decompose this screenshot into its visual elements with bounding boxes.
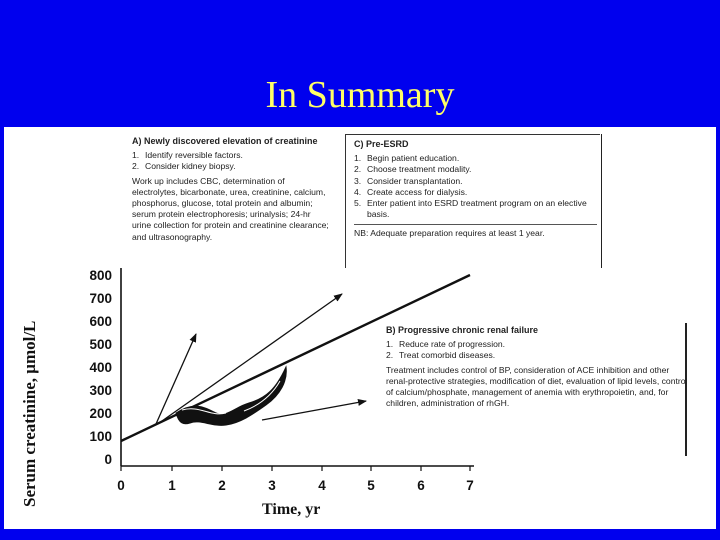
figure-panel <box>4 127 716 529</box>
item-text: Choose treatment modality. <box>367 164 472 175</box>
x-tick-label: 1 <box>168 478 176 493</box>
list-item <box>386 350 692 361</box>
item-text: Enter patient into ESRD treatment program on an elective basis. <box>367 198 587 220</box>
y-tick-label: 0 <box>104 452 112 467</box>
list-item <box>354 187 597 198</box>
panel-b-body: Treatment includes control of BP, consideration of ACE inhibition and other renal-protective strategies, modification of diet, evaluation of lipid levels, control of calcium/phosphate, management of anemia with erythropoietin, and, for children, administration of rhGH. <box>386 364 688 409</box>
panel-b-progressive-crf <box>378 325 692 411</box>
panel-a-heading: A) Newly discovered elevation of creatinine <box>132 136 318 146</box>
list-item <box>386 339 692 350</box>
x-axis-label: Time, yr <box>262 501 321 518</box>
item-text: Begin patient education. <box>367 153 460 164</box>
y-tick-label: 800 <box>89 268 112 283</box>
item-text: Consider transplantation. <box>367 175 463 186</box>
x-tick-label: 0 <box>117 478 125 493</box>
list-item <box>354 198 597 220</box>
item-text: Reduce rate of progression. <box>399 339 506 350</box>
panel-c-list <box>354 153 597 220</box>
y-tick-label: 700 <box>89 291 112 306</box>
item-text: Consider kidney biopsy. <box>145 161 236 172</box>
item-number: 4. <box>354 186 362 197</box>
panel-c-note: NB: Adequate preparation requires at least 1 year. <box>354 224 597 239</box>
y-axis-label: Serum creatinine, μmol/L <box>20 320 39 507</box>
y-tick-label: 600 <box>89 314 112 329</box>
panel-b-heading: B) Progressive chronic renal failure <box>386 325 539 335</box>
x-tick-label: 3 <box>268 478 276 493</box>
x-tick-label: 5 <box>367 478 375 493</box>
panel-c-pre-esrd <box>345 134 600 268</box>
panel-a-body: Work up includes CBC, determination of electrolytes, bicarbonate, urea, creatinine, calcium, phosphorus, glucose, total protein and albumin; serum protein electrophoresis; urinalysis; 24-hr urine collection for protein and creatinine clearance; and ultrasonography. <box>132 175 329 242</box>
item-number: 5. <box>354 198 362 209</box>
list-item <box>132 150 332 161</box>
list-item <box>354 164 597 175</box>
panel-b-list <box>386 339 692 361</box>
y-tick-label: 400 <box>89 360 112 375</box>
list-item <box>354 153 597 164</box>
item-number: 1. <box>386 339 394 350</box>
progression-brace-shape <box>176 367 286 425</box>
list-item <box>132 161 332 172</box>
item-number: 3. <box>354 175 362 186</box>
panel-c-right-border <box>601 134 602 268</box>
item-text: Create access for dialysis. <box>367 186 468 197</box>
y-axis-label-wrap <box>20 320 39 517</box>
x-tick-label: 7 <box>466 478 474 493</box>
item-number: 2. <box>354 164 362 175</box>
item-text: Treat comorbid diseases. <box>399 350 496 361</box>
x-tick-label: 2 <box>218 478 226 493</box>
y-tick-label: 300 <box>89 383 112 398</box>
y-tick-label: 500 <box>89 337 112 352</box>
item-text: Identify reversible factors. <box>145 150 243 161</box>
x-tick-label: 4 <box>318 478 326 493</box>
y-tick-label: 100 <box>89 429 112 444</box>
panel-a-newly-discovered <box>132 136 332 245</box>
item-number: 2. <box>386 350 394 361</box>
panel-c-heading: C) Pre-ESRD <box>354 139 409 149</box>
x-tick-label: 6 <box>417 478 425 493</box>
item-number: 1. <box>354 153 362 164</box>
item-number: 1. <box>132 150 140 161</box>
panel-a-list <box>132 150 332 172</box>
list-item <box>354 176 597 187</box>
arrow-to-panel-b <box>262 401 366 420</box>
item-number: 2. <box>132 161 140 172</box>
y-tick-label: 200 <box>89 406 112 421</box>
slide-title: In Summary <box>265 74 455 116</box>
